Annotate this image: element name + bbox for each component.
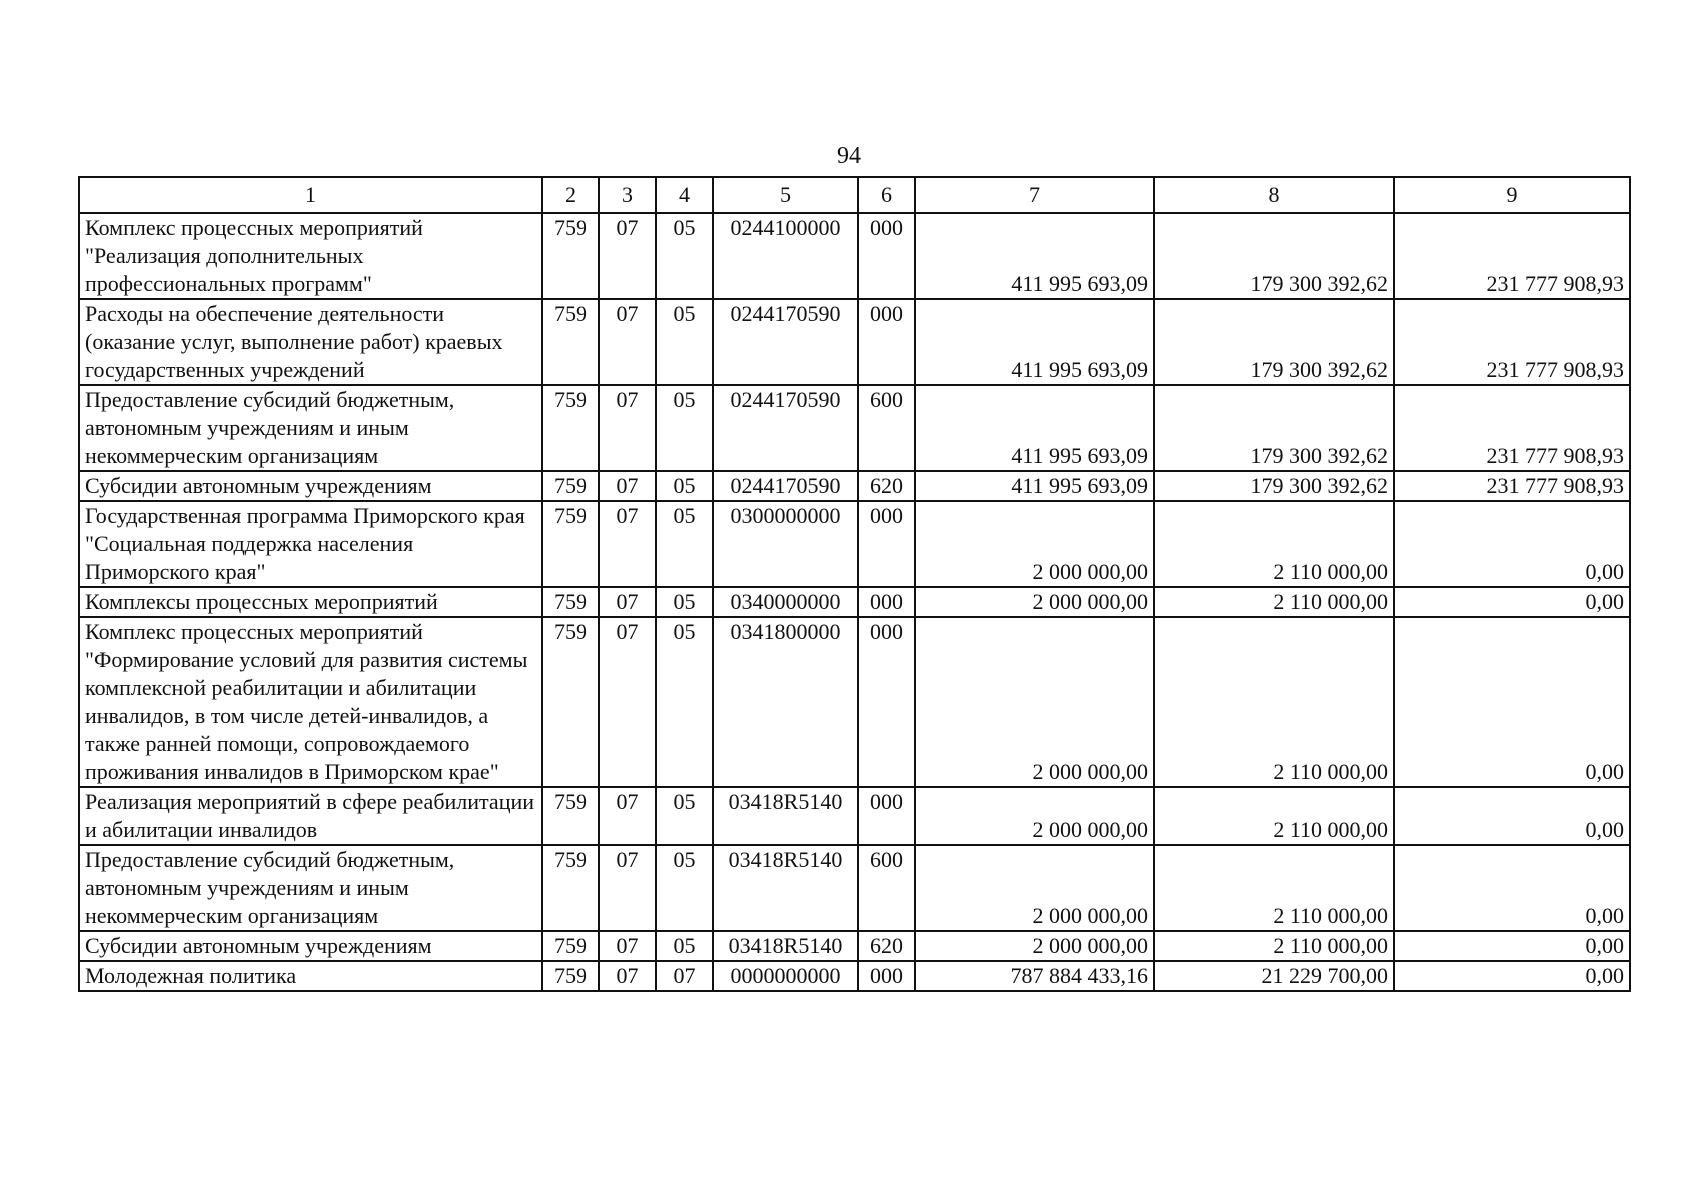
amount-col7: 2 000 000,00 bbox=[915, 845, 1154, 931]
ministry-code: 759 bbox=[542, 501, 599, 587]
amount-col9: 0,00 bbox=[1394, 931, 1630, 961]
column-header: 7 bbox=[915, 177, 1154, 213]
table-row bbox=[79, 587, 1630, 617]
expense-type-code: 620 bbox=[858, 931, 915, 961]
amount-col7: 787 884 433,16 bbox=[915, 961, 1154, 991]
section-code: 07 bbox=[599, 385, 656, 471]
amount-col8: 179 300 392,62 bbox=[1154, 299, 1394, 385]
amount-col9: 0,00 bbox=[1394, 501, 1630, 587]
column-header: 2 bbox=[542, 177, 599, 213]
row-name: Комплексы процессных мероприятий bbox=[79, 587, 542, 617]
amount-col7: 2 000 000,00 bbox=[915, 501, 1154, 587]
row-name: Субсидии автономным учреждениям bbox=[79, 471, 542, 501]
subsection-code: 05 bbox=[656, 931, 713, 961]
target-article-code: 0244100000 bbox=[713, 213, 858, 299]
section-code: 07 bbox=[599, 501, 656, 587]
subsection-code: 05 bbox=[656, 385, 713, 471]
subsection-code: 05 bbox=[656, 845, 713, 931]
column-header: 9 bbox=[1394, 177, 1630, 213]
target-article-code: 0244170590 bbox=[713, 471, 858, 501]
amount-col7: 2 000 000,00 bbox=[915, 931, 1154, 961]
column-header: 6 bbox=[858, 177, 915, 213]
amount-col8: 2 110 000,00 bbox=[1154, 845, 1394, 931]
row-name: Комплекс процессных мероприятий "Формирование условий для развития системы комплексной реабилитации и абилитации инвалидов, в том числе детей-инвалидов, а также ранней помощи, сопровождаемого проживания инвалидов в Приморском крае" bbox=[79, 617, 542, 787]
expense-type-code: 000 bbox=[858, 617, 915, 787]
table-row bbox=[79, 961, 1630, 991]
section-code: 07 bbox=[599, 299, 656, 385]
amount-col9: 0,00 bbox=[1394, 787, 1630, 845]
header-row bbox=[79, 177, 1630, 213]
amount-col8: 2 110 000,00 bbox=[1154, 587, 1394, 617]
expense-type-code: 000 bbox=[858, 787, 915, 845]
section-code: 07 bbox=[599, 587, 656, 617]
target-article-code: 0244170590 bbox=[713, 299, 858, 385]
expense-type-code: 000 bbox=[858, 501, 915, 587]
ministry-code: 759 bbox=[542, 213, 599, 299]
ministry-code: 759 bbox=[542, 617, 599, 787]
amount-col8: 2 110 000,00 bbox=[1154, 787, 1394, 845]
amount-col7: 2 000 000,00 bbox=[915, 587, 1154, 617]
ministry-code: 759 bbox=[542, 845, 599, 931]
row-name: Предоставление субсидий бюджетным, автономным учреждениям и иным некоммерческим организациям bbox=[79, 845, 542, 931]
ministry-code: 759 bbox=[542, 471, 599, 501]
ministry-code: 759 bbox=[542, 931, 599, 961]
expense-type-code: 000 bbox=[858, 299, 915, 385]
target-article-code: 0300000000 bbox=[713, 501, 858, 587]
column-header: 3 bbox=[599, 177, 656, 213]
target-article-code: 0244170590 bbox=[713, 385, 858, 471]
amount-col9: 231 777 908,93 bbox=[1394, 471, 1630, 501]
table-row bbox=[79, 845, 1630, 931]
target-article-code: 0340000000 bbox=[713, 587, 858, 617]
column-header: 4 bbox=[656, 177, 713, 213]
row-name: Предоставление субсидий бюджетным, автономным учреждениям и иным некоммерческим организациям bbox=[79, 385, 542, 471]
row-name: Реализация мероприятий в сфере реабилитации и абилитации инвалидов bbox=[79, 787, 542, 845]
amount-col7: 411 995 693,09 bbox=[915, 213, 1154, 299]
ministry-code: 759 bbox=[542, 587, 599, 617]
amount-col9: 0,00 bbox=[1394, 617, 1630, 787]
section-code: 07 bbox=[599, 213, 656, 299]
amount-col7: 2 000 000,00 bbox=[915, 787, 1154, 845]
amount-col9: 0,00 bbox=[1394, 845, 1630, 931]
amount-col9: 0,00 bbox=[1394, 587, 1630, 617]
target-article-code: 03418R5140 bbox=[713, 787, 858, 845]
section-code: 07 bbox=[599, 787, 656, 845]
column-header: 5 bbox=[713, 177, 858, 213]
section-code: 07 bbox=[599, 845, 656, 931]
page-number: 94 bbox=[837, 143, 861, 169]
table-row bbox=[79, 213, 1630, 299]
target-article-code: 0341800000 bbox=[713, 617, 858, 787]
amount-col7: 411 995 693,09 bbox=[915, 385, 1154, 471]
amount-col8: 179 300 392,62 bbox=[1154, 471, 1394, 501]
row-name: Субсидии автономным учреждениям bbox=[79, 931, 542, 961]
row-name: Расходы на обеспечение деятельности (оказание услуг, выполнение работ) краевых государственных учреждений bbox=[79, 299, 542, 385]
section-code: 07 bbox=[599, 471, 656, 501]
expense-type-code: 000 bbox=[858, 213, 915, 299]
table-row bbox=[79, 931, 1630, 961]
row-name: Комплекс процессных мероприятий "Реализация дополнительных профессиональных программ" bbox=[79, 213, 542, 299]
amount-col9: 231 777 908,93 bbox=[1394, 385, 1630, 471]
table-row bbox=[79, 617, 1630, 787]
subsection-code: 05 bbox=[656, 787, 713, 845]
ministry-code: 759 bbox=[542, 787, 599, 845]
budget-table bbox=[78, 176, 1631, 992]
subsection-code: 05 bbox=[656, 587, 713, 617]
amount-col9: 0,00 bbox=[1394, 961, 1630, 991]
expense-type-code: 000 bbox=[858, 961, 915, 991]
subsection-code: 05 bbox=[656, 299, 713, 385]
section-code: 07 bbox=[599, 961, 656, 991]
amount-col9: 231 777 908,93 bbox=[1394, 299, 1630, 385]
row-name: Молодежная политика bbox=[79, 961, 542, 991]
expense-type-code: 600 bbox=[858, 845, 915, 931]
section-code: 07 bbox=[599, 617, 656, 787]
expense-type-code: 620 bbox=[858, 471, 915, 501]
amount-col8: 179 300 392,62 bbox=[1154, 385, 1394, 471]
expense-type-code: 600 bbox=[858, 385, 915, 471]
expense-type-code: 000 bbox=[858, 587, 915, 617]
column-header: 8 bbox=[1154, 177, 1394, 213]
ministry-code: 759 bbox=[542, 299, 599, 385]
amount-col8: 2 110 000,00 bbox=[1154, 931, 1394, 961]
amount-col7: 411 995 693,09 bbox=[915, 299, 1154, 385]
target-article-code: 03418R5140 bbox=[713, 931, 858, 961]
amount-col7: 2 000 000,00 bbox=[915, 617, 1154, 787]
subsection-code: 05 bbox=[656, 213, 713, 299]
subsection-code: 05 bbox=[656, 501, 713, 587]
table-row bbox=[79, 385, 1630, 471]
subsection-code: 05 bbox=[656, 471, 713, 501]
amount-col8: 21 229 700,00 bbox=[1154, 961, 1394, 991]
subsection-code: 07 bbox=[656, 961, 713, 991]
target-article-code: 0000000000 bbox=[713, 961, 858, 991]
table-row bbox=[79, 501, 1630, 587]
amount-col8: 179 300 392,62 bbox=[1154, 213, 1394, 299]
amount-col7: 411 995 693,09 bbox=[915, 471, 1154, 501]
subsection-code: 05 bbox=[656, 617, 713, 787]
amount-col8: 2 110 000,00 bbox=[1154, 617, 1394, 787]
ministry-code: 759 bbox=[542, 385, 599, 471]
target-article-code: 03418R5140 bbox=[713, 845, 858, 931]
table-row bbox=[79, 787, 1630, 845]
row-name: Государственная программа Приморского края "Социальная поддержка населения Приморского края" bbox=[79, 501, 542, 587]
ministry-code: 759 bbox=[542, 961, 599, 991]
amount-col9: 231 777 908,93 bbox=[1394, 213, 1630, 299]
table-row bbox=[79, 471, 1630, 501]
amount-col8: 2 110 000,00 bbox=[1154, 501, 1394, 587]
section-code: 07 bbox=[599, 931, 656, 961]
table-row bbox=[79, 299, 1630, 385]
column-header: 1 bbox=[79, 177, 542, 213]
